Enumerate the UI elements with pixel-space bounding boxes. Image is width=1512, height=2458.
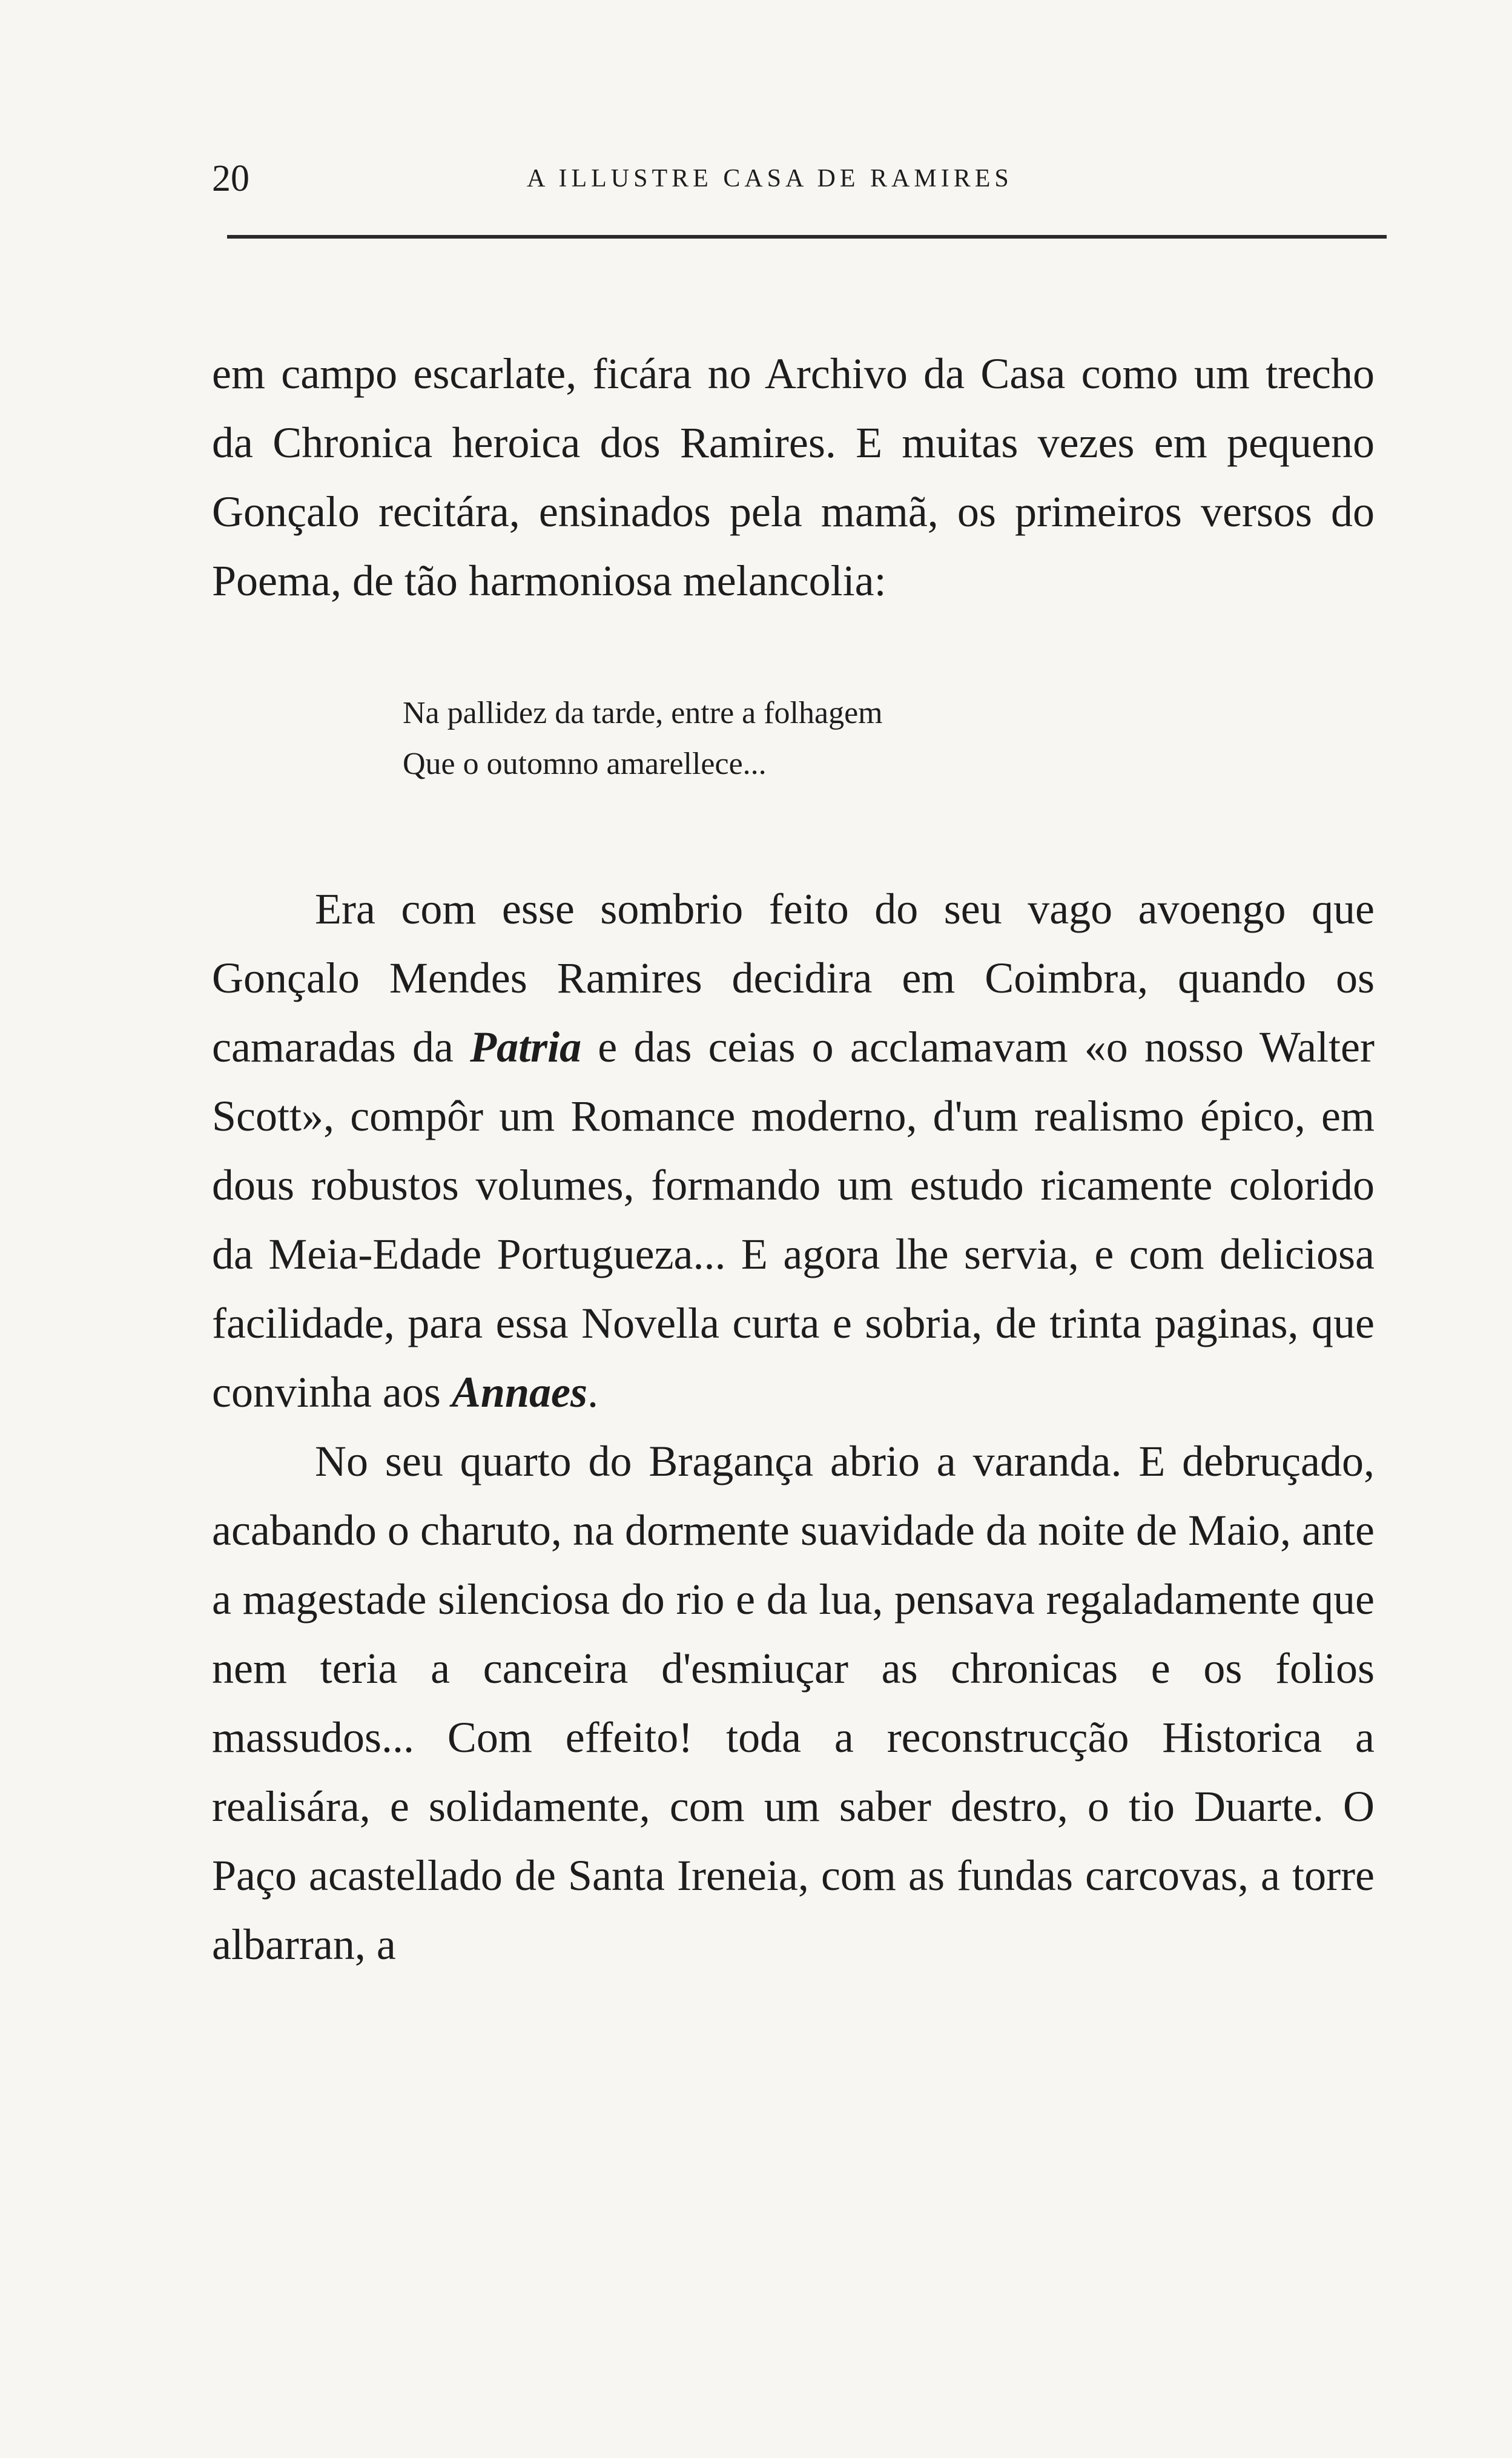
running-head <box>212 154 1387 203</box>
paragraph-2-part-2: e das ceias o acclamavam «o nosso Walter Scott», compôr um Romance moderno, d'um realismo épico, em dous robustos volumes, formando um estudo ricamente colorido da Meia-Edade Portugueza... E agora lhe servia, e com deliciosa facilidade, para essa Novella curta e sobria, de trinta paginas, que convinha aos <box>212 1023 1375 1416</box>
verse-line-1: Na pallidez da tarde, entre a folhagem <box>403 696 883 730</box>
paragraph-2 <box>212 874 1375 1427</box>
title-patria: Patria <box>470 1023 582 1071</box>
header-rule <box>227 235 1387 239</box>
paragraph-1: em campo escarlate, ficára no Archivo da Casa como um trecho da Chronica heroica dos Ramires. E muitas vezes em pequeno Gonçalo recitára, ensinados pela mamã, os primeiros versos do Poema, de tão harmoniosa melancolia: <box>212 349 1375 605</box>
page-number: 20 <box>212 158 249 199</box>
paragraph-2-part-1: Era com esse sombrio feito do seu vago avoengo que Gonçalo Mendes Ramires decidira em Coimbra, quando os camaradas da <box>212 885 1375 1071</box>
body-text <box>212 339 1375 1979</box>
paragraph-2-part-3: . <box>587 1368 598 1416</box>
verse-quote <box>403 688 1375 790</box>
verse-line-2: Que o outomno amarellece... <box>403 747 767 781</box>
title-annaes: Annaes <box>451 1368 587 1416</box>
running-title: A ILLUSTRE CASA DE RAMIRES <box>527 165 1013 193</box>
paragraph-3: No seu quarto do Bragança abrio a varanda. E debruçado, acabando o charuto, na dormente suavidade da noite de Maio, ante a magestade silenciosa do rio e da lua, pensava regaladamente que nem teria a canceira d'esmiuçar as chronicas e os folios massudos... Com effeito! toda a reconstrucção Historica a realisára, e solidamente, com um saber destro, o tio Duarte. O Paço acastellado de Santa Ireneia, com as fundas carcovas, a torre albarran, a <box>212 1437 1375 1969</box>
